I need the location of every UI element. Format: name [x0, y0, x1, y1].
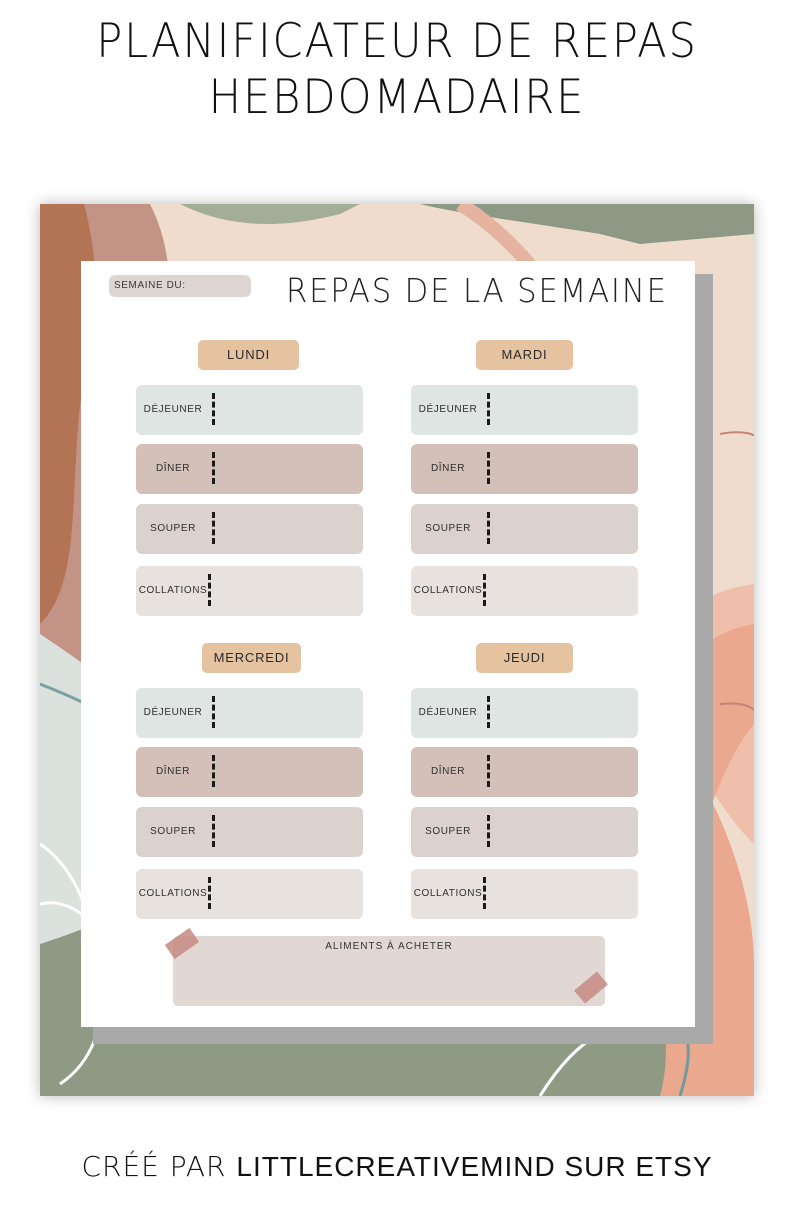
meal-label: COLLATIONS: [138, 888, 208, 899]
page-title-line-1: PLANIFICATEUR DE REPAS: [96, 14, 698, 69]
meal-label: COLLATIONS: [138, 585, 208, 596]
day-tag-mardi: MARDI: [476, 340, 573, 370]
meal-row-lundi-souper[interactable]: [136, 504, 363, 554]
meal-row-jeudi-collations[interactable]: [411, 869, 638, 919]
meal-label: DÉJEUNER: [143, 404, 203, 415]
meal-label: DÎNER: [430, 463, 466, 474]
meal-divider: [483, 877, 486, 909]
meal-divider: [208, 574, 211, 606]
meal-row-mardi-souper[interactable]: [411, 504, 638, 554]
page-title-line-2: HEBDOMADAIRE: [208, 70, 586, 125]
credit-prefix: CRÉÉ PAR: [81, 1150, 237, 1183]
meal-label: SOUPER: [425, 826, 471, 837]
meal-label: SOUPER: [150, 523, 196, 534]
meal-divider: [483, 574, 486, 606]
sheet-title: REPAS DE LA SEMAINE: [286, 271, 668, 310]
meal-divider: [487, 755, 490, 787]
meal-divider: [212, 393, 215, 425]
planner-artboard: [40, 204, 754, 1096]
meal-label: DÉJEUNER: [418, 707, 478, 718]
meal-row-mardi-diner[interactable]: [411, 444, 638, 494]
meal-label: DÉJEUNER: [418, 404, 478, 415]
day-tag-jeudi: JEUDI: [476, 643, 573, 673]
meal-label: COLLATIONS: [413, 888, 483, 899]
meal-row-mercredi-souper[interactable]: [136, 807, 363, 857]
page-title: [32, 14, 762, 126]
meal-row-mardi-collations[interactable]: [411, 566, 638, 616]
meal-row-jeudi-dejeuner[interactable]: [411, 688, 638, 738]
meal-row-mercredi-diner[interactable]: [136, 747, 363, 797]
meal-divider: [487, 452, 490, 484]
meal-label: DÎNER: [430, 766, 466, 777]
meal-label: COLLATIONS: [413, 585, 483, 596]
meal-divider: [487, 393, 490, 425]
meal-divider: [212, 815, 215, 847]
meal-row-lundi-dejeuner[interactable]: [136, 385, 363, 435]
meal-divider: [487, 815, 490, 847]
meal-label: DÎNER: [155, 766, 191, 777]
meal-row-jeudi-souper[interactable]: [411, 807, 638, 857]
meal-divider: [212, 755, 215, 787]
meal-row-mardi-dejeuner[interactable]: [411, 385, 638, 435]
meal-row-mercredi-collations[interactable]: [136, 869, 363, 919]
day-tag-lundi: LUNDI: [198, 340, 299, 370]
meal-divider: [487, 512, 490, 544]
meal-row-lundi-collations[interactable]: [136, 566, 363, 616]
meal-label: DÉJEUNER: [143, 707, 203, 718]
meal-divider: [487, 696, 490, 728]
meal-label: SOUPER: [425, 523, 471, 534]
meal-row-mercredi-dejeuner[interactable]: [136, 688, 363, 738]
meal-divider: [212, 696, 215, 728]
meal-divider: [212, 512, 215, 544]
meal-divider: [212, 452, 215, 484]
week-field[interactable]: [109, 275, 251, 297]
credit-brand: LITTLECREATIVEMIND SUR ETSY: [236, 1151, 713, 1182]
grocery-list-box[interactable]: [173, 936, 605, 1006]
creator-credit: [0, 1150, 794, 1183]
meal-row-lundi-diner[interactable]: [136, 444, 363, 494]
meal-label: DÎNER: [155, 463, 191, 474]
day-tag-mercredi: MERCREDI: [202, 643, 301, 673]
meal-divider: [208, 877, 211, 909]
week-label: SEMAINE DU:: [114, 280, 186, 291]
grocery-list-label: ALIMENTS À ACHETER: [325, 941, 453, 952]
meal-row-jeudi-diner[interactable]: [411, 747, 638, 797]
meal-label: SOUPER: [150, 826, 196, 837]
planner-sheet: [81, 261, 695, 1027]
